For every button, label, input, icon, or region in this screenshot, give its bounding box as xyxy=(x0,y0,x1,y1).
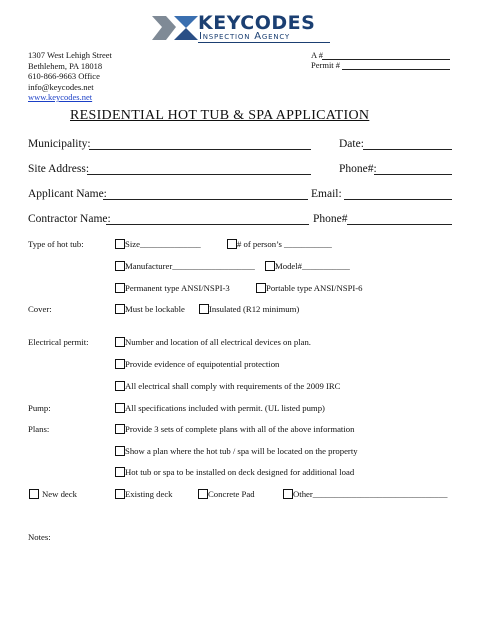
insulated-label: Insulated (R12 minimum) xyxy=(209,304,300,314)
new-deck-label: New deck xyxy=(42,489,77,499)
plans-item1-label: Provide 3 sets of complete plans with all of the above information xyxy=(125,424,355,434)
contractor-phone-line[interactable] xyxy=(347,224,452,225)
contractor-name-line[interactable] xyxy=(106,224,309,225)
concrete-pad-checkbox[interactable] xyxy=(198,489,208,499)
email-label: Email: xyxy=(311,188,342,200)
persons-checkbox[interactable] xyxy=(227,239,237,249)
other-checkbox[interactable] xyxy=(283,489,293,499)
plans-item2-checkbox[interactable] xyxy=(115,446,125,456)
electrical-item3-checkbox[interactable] xyxy=(115,381,125,391)
electrical-item3-label: All electrical shall comply with requirements of the 2009 IRC xyxy=(125,381,341,391)
pump-item1-label: All specifications included with permit. (UL listed pump) xyxy=(125,403,325,413)
lockable-label: Must be lockable xyxy=(125,304,185,314)
plans-item3-label: Hot tub or spa to be installed on deck designed for additional load xyxy=(125,467,355,477)
portable-type-label: Portable type ANSI/NSPI-6 xyxy=(266,283,363,293)
manufacturer-label: Manufacturer___________________ xyxy=(125,261,255,271)
other-label: Other_______________________________ xyxy=(293,489,448,499)
phone-line[interactable] xyxy=(374,174,452,175)
pump-item1-checkbox[interactable] xyxy=(115,403,125,413)
site-address-label: Site Address: xyxy=(28,163,90,175)
logo xyxy=(150,14,335,44)
contractor-name-label: Contractor Name: xyxy=(28,213,111,225)
plans-item3-checkbox[interactable] xyxy=(115,467,125,477)
existing-deck-checkbox[interactable] xyxy=(115,489,125,499)
contractor-phone-label: Phone# xyxy=(313,213,348,225)
applicant-name-line[interactable] xyxy=(103,199,308,200)
concrete-pad-label: Concrete Pad xyxy=(208,489,255,499)
size-checkbox[interactable] xyxy=(115,239,125,249)
date-label: Date: xyxy=(339,138,364,150)
logo-underline xyxy=(198,42,330,43)
plans-item1-checkbox[interactable] xyxy=(115,424,125,434)
new-deck-checkbox[interactable] xyxy=(29,489,39,499)
electrical-item2-label: Provide evidence of equipotential protection xyxy=(125,359,280,369)
manufacturer-checkbox[interactable] xyxy=(115,261,125,271)
permit-number-label: Permit # xyxy=(311,60,341,70)
pump-label: Pump: xyxy=(28,403,51,413)
plans-item2-label: Show a plan where the hot tub / spa will be located on the property xyxy=(125,446,358,456)
page-title: RESIDENTIAL HOT TUB & SPA APPLICATION xyxy=(70,108,370,123)
model-checkbox[interactable] xyxy=(265,261,275,271)
permanent-type-label: Permanent type ANSI/NSPI-3 xyxy=(125,283,230,293)
address-phone: 610-866-9663 Office xyxy=(28,71,100,81)
notes-label: Notes: xyxy=(28,532,51,542)
address-email: info@keycodes.net xyxy=(28,81,94,92)
portable-type-checkbox[interactable] xyxy=(256,283,266,293)
a-number-label: A # xyxy=(311,50,324,60)
electrical-item2-checkbox[interactable] xyxy=(115,359,125,369)
logo-tagline: Inspection Agency xyxy=(199,31,290,42)
model-label: Model#___________ xyxy=(275,261,350,271)
site-address-line[interactable] xyxy=(87,174,311,175)
email-line[interactable] xyxy=(344,199,452,200)
address-block xyxy=(28,50,112,103)
logo-brand: KEYCODES xyxy=(198,12,316,34)
cover-label: Cover: xyxy=(28,304,52,314)
electrical-item1-label: Number and location of all electrical devices on plan. xyxy=(125,337,311,347)
applicant-name-label: Applicant Name: xyxy=(28,188,107,200)
phone-label: Phone#: xyxy=(339,163,377,175)
municipality-label: Municipality: xyxy=(28,138,91,150)
permanent-type-checkbox[interactable] xyxy=(115,283,125,293)
size-label: Size______________ xyxy=(125,239,201,249)
existing-deck-label: Existing deck xyxy=(125,489,173,499)
logo-mark-icon xyxy=(150,14,200,42)
municipality-line[interactable] xyxy=(89,149,311,150)
hot-tub-type-label: Type of hot tub: xyxy=(28,239,84,249)
date-line[interactable] xyxy=(363,149,452,150)
website-link[interactable]: www.keycodes.net xyxy=(28,92,93,102)
electrical-item1-checkbox[interactable] xyxy=(115,337,125,347)
permit-number-line[interactable] xyxy=(342,69,450,70)
address-line1: 1307 West Lehigh Street xyxy=(28,50,112,60)
a-number-line[interactable] xyxy=(322,59,450,60)
insulated-checkbox[interactable] xyxy=(199,304,209,314)
plans-label: Plans: xyxy=(28,424,50,434)
persons-label: # of person’s ___________ xyxy=(237,239,332,249)
lockable-checkbox[interactable] xyxy=(115,304,125,314)
address-line2: Bethlehem, PA 18018 xyxy=(28,60,103,71)
electrical-permit-label: Electrical permit: xyxy=(28,337,89,347)
